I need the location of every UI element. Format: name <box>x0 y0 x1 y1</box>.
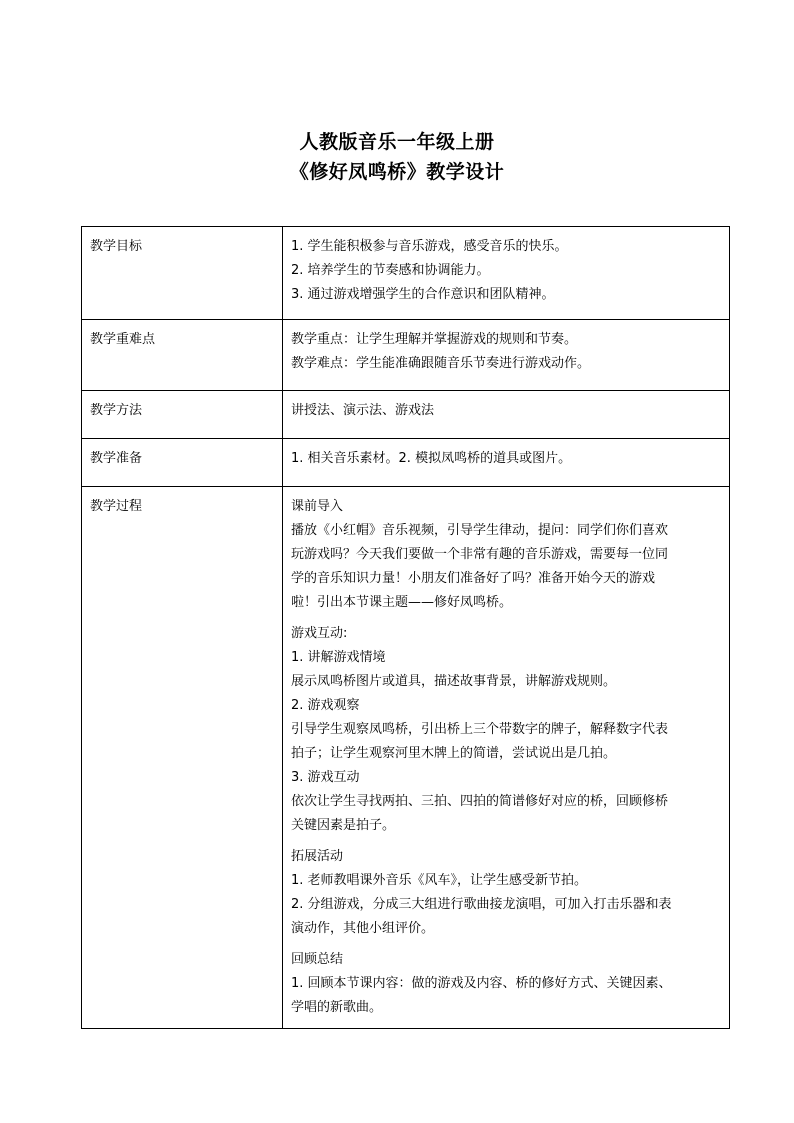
row-content <box>283 320 730 391</box>
content-line: 1. 相关音乐素材。2. 模拟凤鸣桥的道具或图片。 <box>291 451 572 466</box>
content-line: 教学难点：学生能准确跟随音乐节奏进行游戏动作。 <box>291 356 591 371</box>
content-line: 2. 培养学生的节奏感和协调能力。 <box>291 263 490 278</box>
content-line: 1. 回顾本节课内容：做的游戏及内容、桥的修好方式、关键因素、 <box>291 976 672 991</box>
content-line: 讲授法、演示法、游戏法 <box>291 403 435 418</box>
content-line: 学的音乐知识力量！小朋友们准备好了吗？准备开始今天的游戏 <box>291 571 656 586</box>
content-line: 1. 学生能积极参与音乐游戏，感受音乐的快乐。 <box>291 239 568 254</box>
table-row-methods <box>82 391 730 439</box>
process-section-extension <box>291 845 721 941</box>
table-row-key-points <box>82 320 730 391</box>
content-line: 1. 讲解游戏情境 <box>291 650 386 665</box>
content-line: 教学重点：让学生理解并掌握游戏的规则和节奏。 <box>291 332 578 347</box>
row-label: 教学过程 <box>82 487 283 1029</box>
section-heading: 课前导入 <box>291 499 344 514</box>
row-label: 教学重难点 <box>82 320 283 391</box>
row-label: 教学方法 <box>82 391 283 439</box>
title-line-2: 《修好凤鸣桥》教学设计 <box>289 161 505 183</box>
content-line: 演动作，其他小组评价。 <box>291 921 435 936</box>
section-heading: 游戏互动: <box>291 626 348 641</box>
content-line: 拍子；让学生观察河里木牌上的简谱，尝试说出是几拍。 <box>291 746 617 761</box>
table-row-objectives <box>82 227 730 320</box>
content-line: 播放《小红帽》音乐视频，引导学生律动，提问：同学们你们喜欢 <box>291 523 669 538</box>
content-line: 啦！引出本节课主题——修好凤鸣桥。 <box>291 595 513 610</box>
process-section-game <box>291 622 721 838</box>
content-line: 引导学生观察凤鸣桥，引出桥上三个带数字的牌子，解释数字代表 <box>291 722 669 737</box>
row-label: 教学准备 <box>82 439 283 487</box>
content-line: 3. 通过游戏增强学生的合作意识和团队精神。 <box>291 287 555 302</box>
document-title <box>0 127 794 187</box>
section-heading: 拓展活动 <box>291 849 344 864</box>
table-row-process <box>82 487 730 1029</box>
row-content <box>283 391 730 439</box>
content-line: 玩游戏吗？今天我们要做一个非常有趣的音乐游戏，需要每一位同 <box>291 547 669 562</box>
table-row-preparation <box>82 439 730 487</box>
process-section-intro <box>291 495 721 615</box>
content-line: 3. 游戏互动 <box>291 770 360 785</box>
content-line: 2. 游戏观察 <box>291 698 360 713</box>
section-heading: 回顾总结 <box>291 952 344 967</box>
content-line: 1. 老师教唱课外音乐《风车》，让学生感受新节拍。 <box>291 873 588 888</box>
title-line-1: 人教版音乐一年级上册 <box>299 131 495 153</box>
content-line: 依次让学生寻找两拍、三拍、四拍的简谱修好对应的桥，回顾修桥 <box>291 794 669 809</box>
row-content <box>283 439 730 487</box>
content-line: 展示凤鸣桥图片或道具，描述故事背景，讲解游戏规则。 <box>291 674 617 689</box>
process-section-summary <box>291 948 721 1020</box>
row-content <box>283 487 730 1029</box>
content-line: 2. 分组游戏，分成三大组进行歌曲接龙演唱，可加入打击乐器和表 <box>291 897 672 912</box>
row-label: 教学目标 <box>82 227 283 320</box>
content-line: 学唱的新歌曲。 <box>291 1000 383 1015</box>
content-line: 关键因素是拍子。 <box>291 818 396 833</box>
row-content <box>283 227 730 320</box>
lesson-plan-table <box>81 226 730 1029</box>
